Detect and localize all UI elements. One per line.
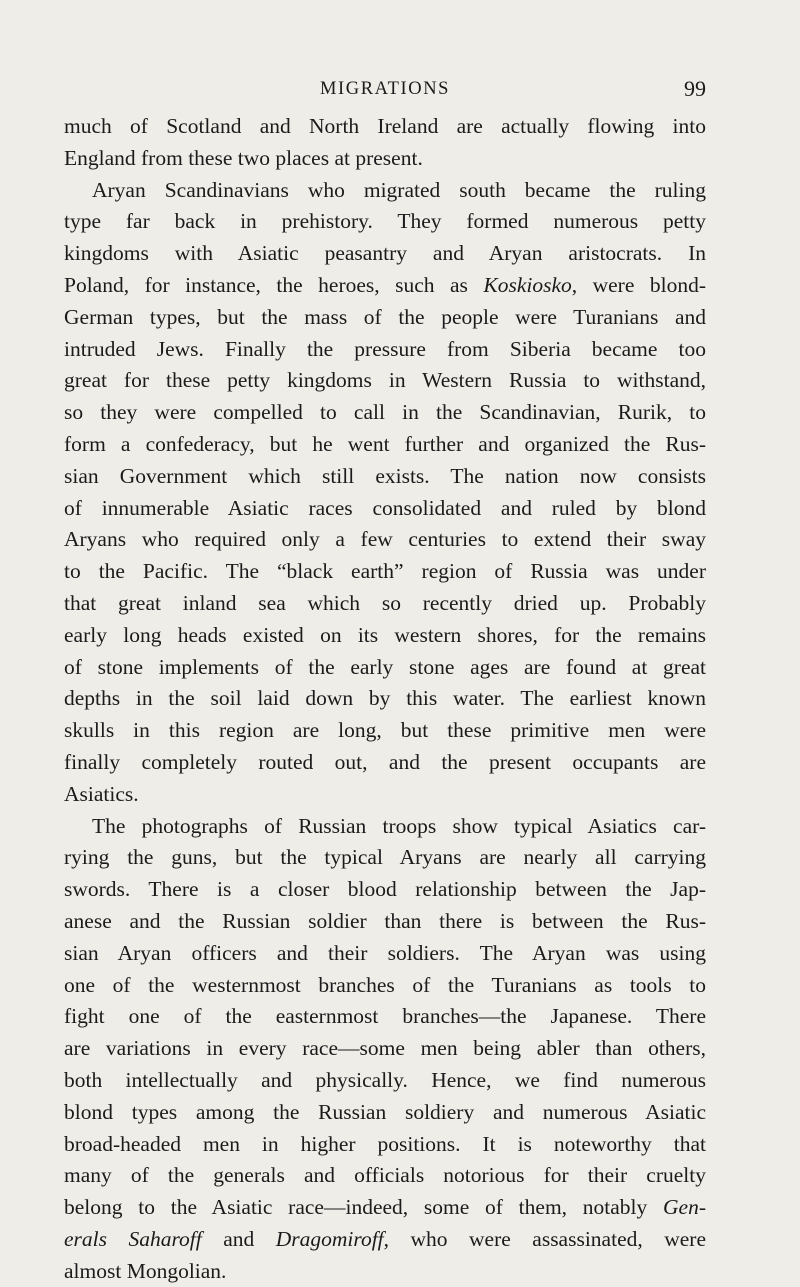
text-line: Aryans who required only a few centuries to extend their sway <box>64 527 706 552</box>
text-line: belong to the Asiatic race—indeed, some of them, notably Gen- <box>64 1195 706 1220</box>
text-line: broad-headed men in higher positions. It is noteworthy that <box>64 1131 706 1156</box>
text-line: erals Saharoff and Dragomiroff, who were assassinated, were <box>64 1226 706 1251</box>
paragraph <box>64 111 706 175</box>
text-line: great for these petty kingdoms in Western Russia to withstand, <box>64 368 706 393</box>
text-line: both intellectually and physically. Hence, we find numerous <box>64 1067 706 1092</box>
text-line: of innumerable Asiatic races consolidated and ruled by blond <box>64 495 706 520</box>
italic-name: Gen- <box>663 1195 706 1220</box>
text-line: one of the westernmost branches of the Turanians as tools to <box>64 972 706 997</box>
text-line: so they were compelled to call in the Scandinavian, Rurik, to <box>64 400 706 425</box>
italic-name: erals Saharoff <box>64 1226 202 1251</box>
text-line: to the Pacific. The “black earth” region of Russia was under <box>64 559 706 584</box>
text-line: fight one of the easternmost branches—the Japanese. There <box>64 1004 706 1029</box>
text-line: blond types among the Russian soldiery and numerous Asiatic <box>64 1099 706 1124</box>
text-line: England from these two places at present. <box>64 145 423 170</box>
text-line: German types, but the mass of the people were Turanians and <box>64 304 706 329</box>
text-line: The photographs of Russian troops show typical Asiatics car- <box>92 813 706 838</box>
text-line: sian Government which still exists. The nation now consists <box>64 463 706 488</box>
text-line: of stone implements of the early stone ages are found at great <box>64 654 706 679</box>
text-line: Poland, for instance, the heroes, such as Koskiosko, were blond- <box>64 272 706 297</box>
text-line: that great inland sea which so recently dried up. Probably <box>64 590 706 615</box>
text-line: form a confederacy, but he went further and organized the Rus- <box>64 431 706 456</box>
text-line: anese and the Russian soldier than there is between the Rus- <box>64 908 706 933</box>
text-line: early long heads existed on its western shores, for the remains <box>64 622 706 647</box>
text-line: Aryan Scandinavians who migrated south became the ruling <box>92 177 706 202</box>
text-line: skulls in this region are long, but these primitive men were <box>64 718 706 743</box>
paragraph <box>64 175 706 811</box>
text-line: depths in the soil laid down by this water. The earliest known <box>64 686 706 711</box>
text-line: sian Aryan officers and their soldiers. The Aryan was using <box>64 940 706 965</box>
page-number: 99 <box>684 76 706 101</box>
text-line: are variations in every race—some men being abler than others, <box>64 1036 706 1061</box>
text-line: kingdoms with Asiatic peasantry and Aryan aristocrats. In <box>64 241 706 266</box>
italic-name: Koskiosko <box>483 272 572 297</box>
text-line: almost Mongolian. <box>64 1258 227 1283</box>
text-line: much of Scotland and North Ireland are actually flowing into <box>64 114 706 138</box>
text-line: rying the guns, but the typical Aryans are nearly all carrying <box>64 845 706 870</box>
italic-name: Dragomiroff <box>275 1226 384 1251</box>
running-title: MIGRATIONS <box>319 79 451 99</box>
text-line: finally completely routed out, and the present occupants are <box>64 749 706 774</box>
text-line: Asiatics. <box>64 781 139 806</box>
paragraph <box>64 811 706 1287</box>
text-line: swords. There is a closer blood relationship between the Jap- <box>64 877 706 902</box>
text-line: intruded Jews. Finally the pressure from Siberia became too <box>64 336 706 361</box>
running-head <box>64 74 706 104</box>
text-line: many of the generals and officials notorious for their cruelty <box>64 1163 706 1188</box>
text-line: type far back in prehistory. They formed numerous petty <box>64 209 706 234</box>
body-text <box>64 111 706 1287</box>
